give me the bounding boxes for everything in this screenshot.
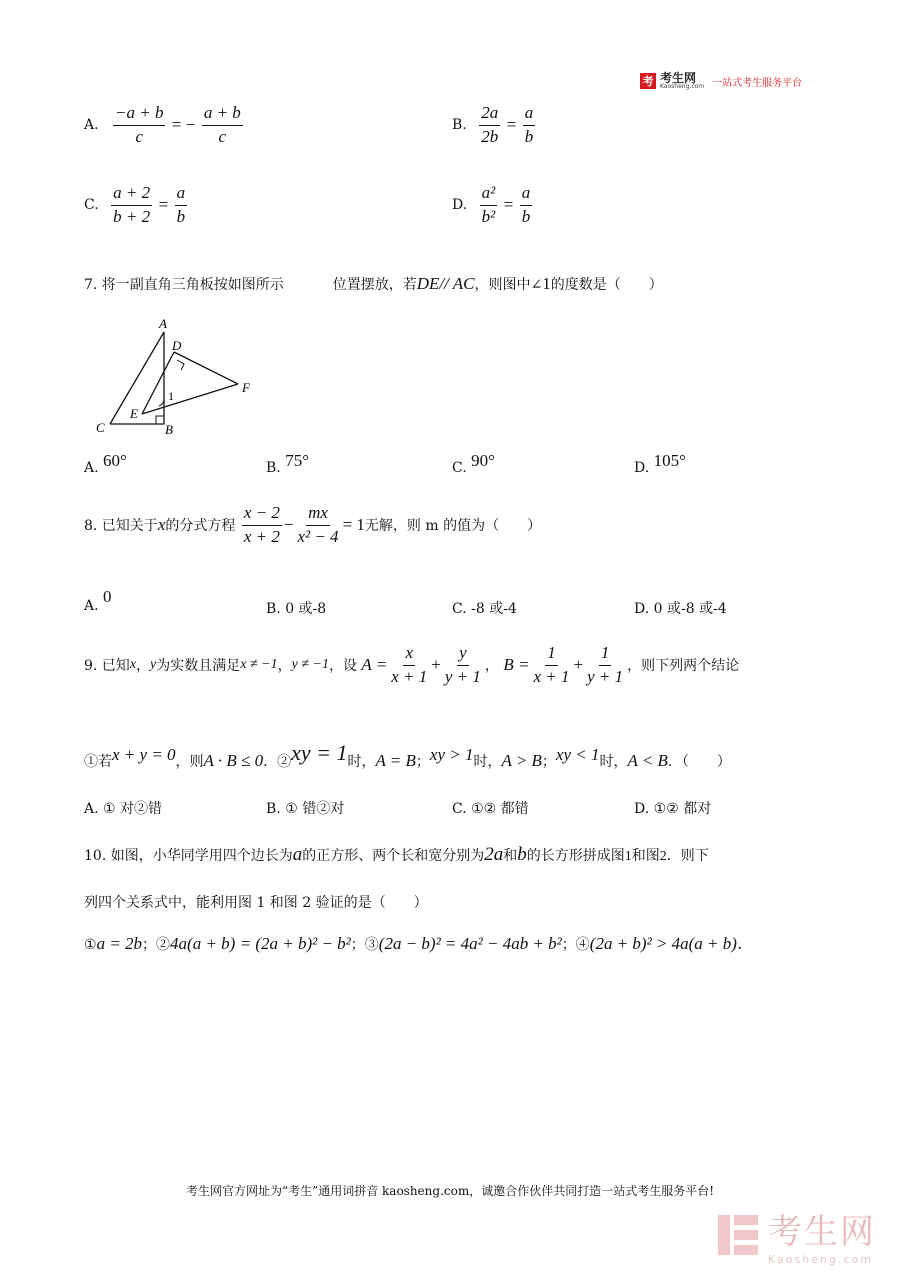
q8-stem <box>84 504 541 546</box>
q9-text: ①若 <box>84 754 112 770</box>
fraction <box>202 104 243 146</box>
fraction <box>523 104 536 146</box>
fraction <box>113 104 165 146</box>
q9-text: 时， <box>473 754 502 770</box>
equals: = − <box>171 115 196 135</box>
numerator: 2a <box>479 104 500 126</box>
fraction <box>175 184 188 226</box>
q9-math: A · B ≤ 0 <box>203 751 264 770</box>
fraction <box>585 644 625 686</box>
logo-tagline: 一站式考生服务平台 <box>712 77 803 89</box>
q7-triangle-figure <box>90 312 260 442</box>
logo-site: Kaosheng.com <box>660 83 705 90</box>
q10-math: 4a(a + b) = (2a + b)² − b² <box>170 934 351 953</box>
q9-text: ， <box>136 658 151 675</box>
logo-icon: 考 <box>640 73 656 89</box>
q7-text: ，则图中∠ <box>474 277 543 293</box>
option-label: B. <box>266 601 281 617</box>
equals: = <box>503 195 514 215</box>
numerator: a + 2 <box>111 184 152 206</box>
q9-text: ，则 <box>175 754 204 770</box>
q7-text: 7. 将一副直角三角板按如图所示 <box>84 277 284 293</box>
fraction <box>443 644 483 686</box>
option-value: 0 或-8 或-4 <box>653 601 727 617</box>
numerator: a <box>523 104 536 126</box>
q9-stem <box>84 644 739 686</box>
denominator: b² <box>481 206 496 226</box>
q9-text: ．② <box>263 754 292 770</box>
q10-stem-line2 <box>84 892 428 912</box>
option-value: 60° <box>103 451 127 470</box>
q9-math: y <box>150 657 157 673</box>
q9-option-a <box>84 798 162 818</box>
q10-math: b <box>517 844 527 865</box>
minus: − <box>283 515 294 535</box>
numerator: a <box>520 184 533 206</box>
option-value: 105° <box>653 451 686 470</box>
logo-name: 考生网 <box>660 71 697 85</box>
numerator: a <box>175 184 188 206</box>
logo-text-group <box>660 72 704 90</box>
option-value: ①② 都对 <box>653 801 712 817</box>
q9-text: 时， <box>599 754 628 770</box>
option-label: C. <box>452 460 467 476</box>
q7-text: 的度数是（ ） <box>550 277 663 293</box>
q10-math: 2 <box>659 849 667 864</box>
numerator: 1 <box>545 644 558 666</box>
angle-1-label: 1 <box>168 389 174 403</box>
numerator: a + b <box>202 104 243 126</box>
q8-text: 无解，则 m 的值为（ ） <box>364 518 542 535</box>
q8-option-d <box>634 598 727 618</box>
fraction <box>520 184 533 226</box>
option-label: B. <box>452 117 467 134</box>
denominator: x² − 4 <box>297 526 339 546</box>
q6-option-c <box>84 184 189 226</box>
q7-option-a <box>84 446 127 477</box>
denominator: b <box>176 206 186 226</box>
q10-text: 和 <box>503 848 518 864</box>
denominator: b <box>521 206 531 226</box>
numerator: 1 <box>599 644 612 666</box>
right-angle-d <box>177 360 184 370</box>
q10-text: 的长方形拼成图 <box>526 848 625 864</box>
numerator: mx <box>306 504 330 526</box>
q10-text: ；② <box>142 937 171 953</box>
denominator: x + 2 <box>243 526 280 546</box>
q9-math: A < B <box>627 751 668 770</box>
vertex-f-label: F <box>242 380 250 395</box>
q9-text: 9. 已知 <box>84 658 130 675</box>
q8-text: 8. 已知关于 <box>84 518 158 535</box>
right-angle-b <box>156 416 164 424</box>
watermark-logo-icon <box>716 1211 760 1259</box>
edge-ef <box>142 384 238 414</box>
option-value: -8 或-4 <box>471 601 517 617</box>
q9-text: ，设 <box>328 658 357 675</box>
q10-math: a = 2b <box>96 934 143 953</box>
fraction <box>531 644 571 686</box>
denominator: y + 1 <box>444 666 481 686</box>
q10-text: ；④ <box>561 937 590 953</box>
q9-statements <box>84 740 731 772</box>
q9-math: x <box>129 657 137 673</box>
q7-option-b <box>266 446 309 477</box>
denominator: b <box>524 126 534 146</box>
q10-text: ．则下 <box>666 848 709 864</box>
q8-option-b <box>266 598 326 618</box>
option-label: D. <box>634 460 650 476</box>
option-label: C. <box>452 601 467 617</box>
denominator: 2b <box>481 126 499 146</box>
watermark-name: 考生网 <box>768 1212 876 1252</box>
option-label: A. <box>84 117 99 134</box>
q7-math: 1 <box>542 274 551 293</box>
watermark-site: Kaosheng.com <box>768 1253 873 1266</box>
q10-text: 的正方形、两个长和宽分别为 <box>302 848 485 864</box>
q7-math: DE// AC <box>416 274 475 293</box>
q10-text: ① <box>84 937 97 953</box>
q9-text: ．（ ） <box>667 754 731 770</box>
q9-math: xy < 1 <box>555 745 600 764</box>
q9-math: A = B <box>375 751 416 770</box>
numerator: a² <box>480 184 498 206</box>
option-label: C. <box>84 197 99 214</box>
denominator: y + 1 <box>587 666 624 686</box>
numerator: y <box>457 644 469 666</box>
q9-option-d <box>634 798 711 818</box>
option-label: B. <box>266 460 281 476</box>
q9-math: A = <box>361 655 388 675</box>
numerator: x − 2 <box>242 504 282 526</box>
fraction <box>295 504 340 546</box>
option-label: C. <box>452 801 467 817</box>
vertex-d-label: D <box>172 338 182 353</box>
q9-math: x ≠ −1 <box>240 657 278 673</box>
q10-relations <box>84 934 742 954</box>
q8-math: x <box>157 515 166 535</box>
fraction <box>242 504 282 546</box>
q7-stem <box>84 274 663 294</box>
q7-text: 位置摆放，若 <box>332 277 417 293</box>
rhs: = 1 <box>342 515 365 535</box>
fraction <box>111 184 152 226</box>
q9-math: x + y = 0 <box>112 745 176 764</box>
q9-text: 时， <box>347 754 376 770</box>
numerator: x <box>403 644 415 666</box>
denominator: b + 2 <box>113 206 151 226</box>
q10-math: (2a + b)² > 4a(a + b) <box>589 934 737 953</box>
q9-text: ； <box>541 754 556 770</box>
watermark-text-group <box>768 1204 876 1266</box>
q9-math: B = <box>503 655 530 675</box>
option-label: A. <box>84 598 99 614</box>
q10-math: (2a − b)² = 4a² − 4ab + b² <box>378 934 562 953</box>
q9-math: xy = 1 <box>291 740 348 765</box>
page-footer <box>0 1182 900 1199</box>
q10-text: 列四个关系式中，能利用图 1 和图 2 验证的是（ ） <box>84 895 428 911</box>
q10-math: 2a <box>484 844 504 865</box>
vertex-b-label: B <box>165 422 173 437</box>
denominator: x + 1 <box>391 666 428 686</box>
angle-1-arc <box>159 400 164 406</box>
denominator: c <box>218 126 227 146</box>
option-value: 0 <box>103 587 112 606</box>
q10-math: 1 <box>624 849 632 864</box>
q10-text: 和图 <box>631 848 660 864</box>
q9-text: ， <box>277 658 292 675</box>
fraction <box>479 104 500 146</box>
q7-option-c <box>452 446 495 477</box>
q9-option-c <box>452 798 529 818</box>
fraction <box>480 184 498 226</box>
option-value: 0 或-8 <box>285 601 327 617</box>
watermark <box>716 1204 876 1266</box>
equals: = <box>158 195 169 215</box>
q9-math: A > B <box>501 751 542 770</box>
q6-option-a <box>84 104 245 146</box>
q10-math: a <box>292 844 303 865</box>
q7-option-d <box>634 446 686 477</box>
option-label: A. <box>84 460 99 476</box>
option-value: ① 对②错 <box>103 801 163 817</box>
q9-text: ， <box>484 658 499 675</box>
equals: = <box>506 115 517 135</box>
option-value: 75° <box>285 451 310 470</box>
option-value: 90° <box>471 451 495 470</box>
plus: + <box>573 655 584 675</box>
q10-stem-line1 <box>84 844 709 866</box>
option-label: A. <box>84 801 99 817</box>
option-value: ①② 都错 <box>471 801 529 817</box>
q8-text: 的分式方程 <box>165 518 236 535</box>
q10-text: ；③ <box>350 937 379 953</box>
header-logo <box>640 72 802 90</box>
option-label: D. <box>634 601 650 617</box>
numerator: −a + b <box>113 104 165 126</box>
vertex-a-label: A <box>159 316 167 331</box>
q9-text: ，则下列两个结论 <box>627 658 740 675</box>
q10-text: 10. 如图，小华同学用四个边长为 <box>84 848 293 864</box>
q10-text: . <box>736 934 743 954</box>
footer-text: 考生网官方网址为“考生”通用词拼音 kaosheng.com，诚邀合作伙伴共同打造一站式考生服务平台! <box>185 1184 715 1198</box>
denominator: c <box>135 126 144 146</box>
q9-option-b <box>266 798 344 818</box>
q9-text: 为实数且满足 <box>156 658 241 675</box>
vertex-e-label: E <box>130 406 138 421</box>
q6-option-b <box>452 104 537 146</box>
option-value: ① 错②对 <box>285 801 345 817</box>
vertex-c-label: C <box>96 420 105 435</box>
edge-df <box>174 352 238 384</box>
option-label: B. <box>266 801 281 817</box>
option-label: D. <box>634 801 650 817</box>
q9-math: xy > 1 <box>429 745 474 764</box>
denominator: x + 1 <box>533 666 570 686</box>
plus: + <box>431 655 441 675</box>
q6-option-d <box>452 184 534 226</box>
q8-option-c <box>452 598 517 618</box>
option-label: D. <box>452 197 468 214</box>
q9-text: ； <box>415 754 430 770</box>
fraction <box>389 644 429 686</box>
q8-option-a <box>84 584 112 615</box>
q9-math: y ≠ −1 <box>291 657 329 673</box>
